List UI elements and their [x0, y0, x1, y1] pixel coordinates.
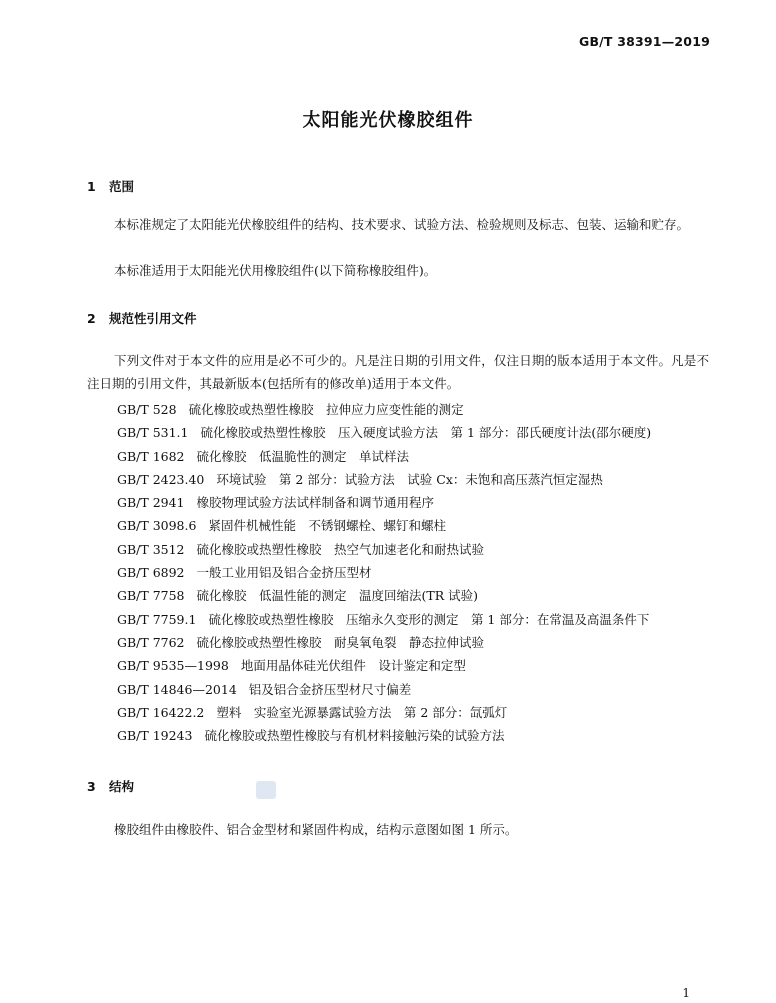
reference-title: 硫化橡胶或热塑性橡胶 压入硬度试验方法 第 1 部分：邵氏硬度计法(邵尔硬度) [200, 425, 652, 441]
reference-title: 硫化橡胶或热塑性橡胶 拉伸应力应变性能的测定 [188, 402, 464, 417]
reference-item [117, 538, 651, 561]
reference-title: 铝及铝合金挤压型材尺寸偏差 [248, 681, 412, 697]
reference-code: GB/T 7759.1 [117, 611, 197, 627]
reference-item [117, 608, 651, 631]
watermark-icon [256, 781, 276, 799]
section-2-number: 2 [87, 311, 96, 326]
reference-code: GB/T 3512 [117, 541, 185, 557]
standard-code: GB/T 38391—2019 [578, 34, 710, 49]
reference-item [117, 468, 651, 491]
reference-code: GB/T 19243 [117, 728, 193, 744]
reference-item [117, 561, 651, 584]
reference-code: GB/T 6892 [117, 565, 185, 581]
reference-title: 地面用晶体硅光伏组件 设计鉴定和定型 [240, 658, 466, 674]
reference-code: GB/T 2941 [117, 495, 185, 511]
section-3-heading [87, 777, 134, 795]
reference-code: GB/T 14846—2014 [117, 681, 237, 697]
page-number: 1 [682, 986, 690, 1000]
reference-item [117, 445, 651, 468]
reference-title: 硫化橡胶或热塑性橡胶 压缩永久变形的测定 第 1 部分：在常温及高温条件下 [208, 611, 650, 627]
reference-title: 硫化橡胶 低温脆性的测定 单试样法 [196, 448, 410, 464]
reference-item [117, 398, 651, 421]
section-1-paragraph-1: 本标准规定了太阳能光伏橡胶组件的结构、技术要求、试验方法、检验规则及标志、包装、运输和贮存。 [114, 217, 690, 232]
reference-title: 硫化橡胶或热塑性橡胶 热空气加速老化和耐热试验 [196, 541, 485, 557]
reference-title: 橡胶物理试验方法试样制备和调节通用程序 [196, 495, 435, 511]
reference-code: GB/T 7758 [117, 588, 185, 604]
reference-title: 硫化橡胶或热塑性橡胶 耐臭氧龟裂 静态拉伸试验 [196, 634, 485, 650]
section-2-title: 规范性引用文件 [109, 311, 197, 326]
reference-title: 环境试验 第 2 部分：试验方法 试验 Cx：未饱和高压蒸汽恒定湿热 [216, 471, 603, 487]
document-title: 太阳能光伏橡胶组件 [302, 110, 474, 131]
reference-title: 硫化橡胶 低温性能的测定 温度回缩法(TR 试验) [196, 588, 478, 604]
section-3-paragraph: 橡胶组件由橡胶件、铝合金型材和紧固件构成，结构示意图如图 1 所示。 [114, 822, 518, 837]
reference-code: GB/T 1682 [117, 448, 185, 464]
section-3-number: 3 [87, 779, 96, 794]
reference-item [117, 724, 651, 747]
reference-item [117, 678, 651, 701]
reference-item [117, 654, 651, 677]
reference-code: GB/T 7762 [117, 634, 185, 650]
reference-item [117, 491, 651, 514]
reference-code: GB/T 16422.2 [117, 704, 205, 720]
reference-item [117, 421, 651, 444]
section-2-heading [87, 309, 197, 327]
reference-title: 塑料 实验室光源暴露试验方法 第 2 部分：氙弧灯 [216, 704, 508, 720]
reference-code: GB/T 2423.40 [117, 471, 205, 487]
section-2-intro: 下列文件对于本文件的应用是必不可少的。凡是注日期的引用文件，仅注日期的版本适用于本文件。凡是不注日期的引用文件，其最新版本(包括所有的修改单)适用于本文件。 [87, 353, 709, 391]
reference-item [117, 514, 651, 537]
section-1-number: 1 [87, 179, 96, 194]
reference-item [117, 584, 651, 607]
reference-title: 一般工业用铝及铝合金挤压型材 [196, 565, 372, 581]
reference-title: 硫化橡胶或热塑性橡胶与有机材料接触污染的试验方法 [204, 728, 505, 744]
reference-item [117, 631, 651, 654]
reference-item [117, 701, 651, 724]
reference-title: 紧固件机械性能 不锈钢螺栓、螺钉和螺柱 [208, 518, 446, 534]
reference-code: GB/T 3098.6 [117, 518, 197, 534]
section-1-heading [87, 177, 134, 195]
normative-references-list [117, 398, 651, 747]
reference-code: GB/T 531.1 [117, 425, 189, 441]
section-3-title: 结构 [109, 779, 135, 794]
reference-code: GB/T 9535—1998 [117, 658, 229, 674]
section-1-title: 范围 [109, 179, 135, 194]
reference-code: GB/T 528 [117, 402, 177, 417]
section-1-paragraph-2: 本标准适用于太阳能光伏用橡胶组件(以下简称橡胶组件)。 [114, 263, 437, 278]
